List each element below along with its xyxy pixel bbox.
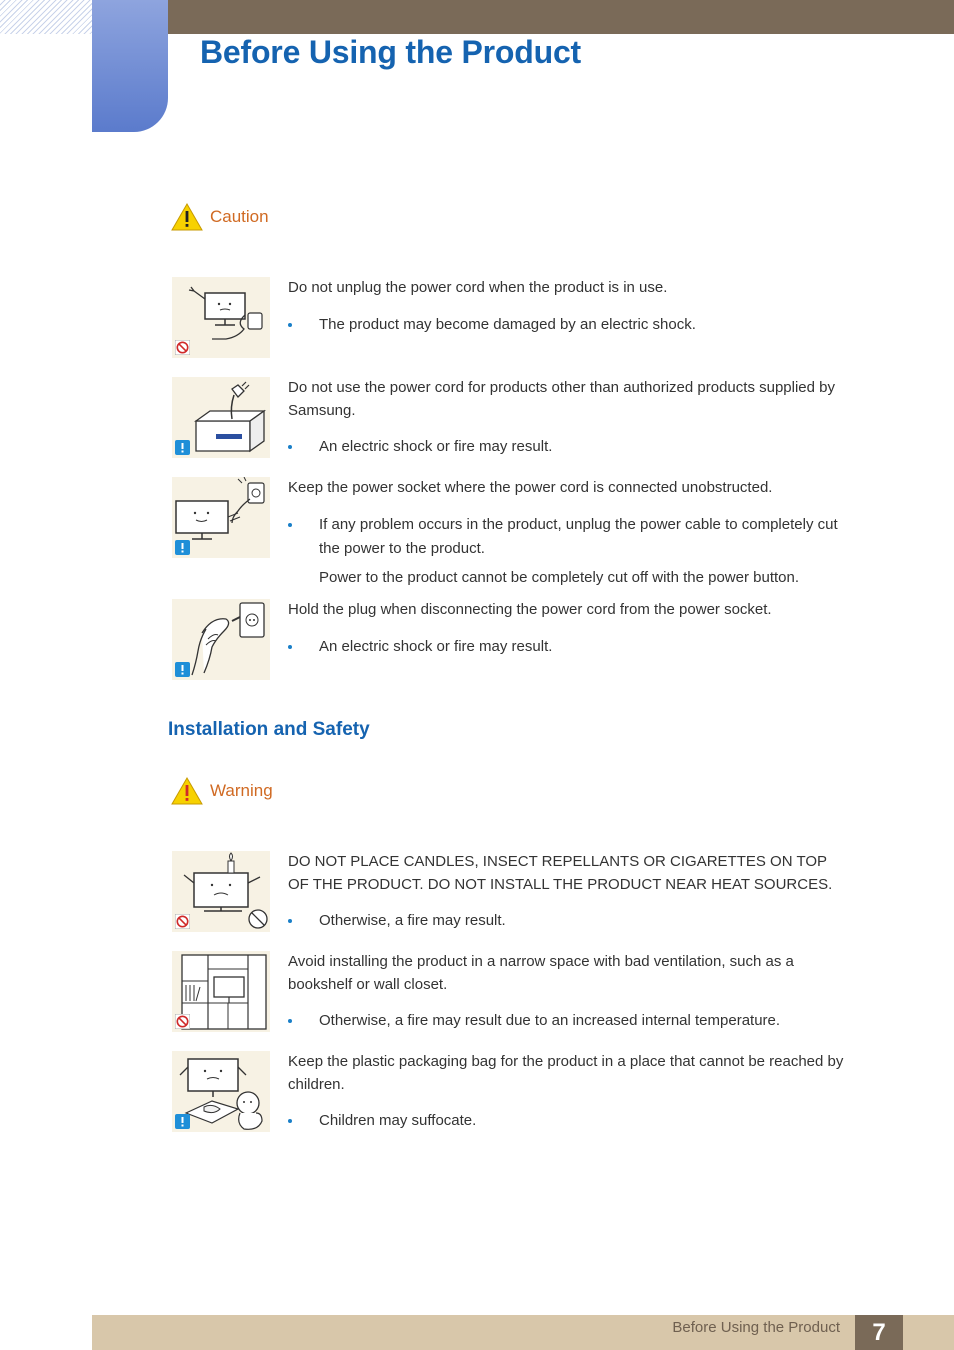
warning-label: Warning: [210, 781, 273, 800]
item-text: Do not unplug the power cord when the product is in use.: [288, 279, 668, 296]
candle-on-monitor-illustration: [172, 851, 270, 932]
caution-label: Caution: [210, 207, 269, 226]
warning-heading: [171, 777, 273, 805]
mandatory-icon: [175, 540, 190, 555]
monitor-socket-illustration: [172, 477, 270, 558]
packaging-bag-child-illustration: [172, 1051, 270, 1132]
item-text: Do not use the power cord for products other than authorized products supplied by Samsung.: [288, 379, 835, 419]
mandatory-icon: [175, 1114, 190, 1129]
prohibited-icon: [175, 340, 190, 355]
mandatory-icon: [175, 440, 190, 455]
item-text: Keep the power socket where the power cord is connected unobstructed.: [288, 479, 773, 496]
monitor-unplug-illustration: [172, 277, 270, 358]
item-bullet: An electric shock or fire may result.: [288, 435, 848, 459]
prohibited-icon: [175, 1014, 190, 1029]
bookshelf-monitor-illustration: [172, 951, 270, 1032]
warning-triangle-icon: [171, 777, 203, 805]
power-cord-box-illustration: [172, 377, 270, 458]
item-bullet: Children may suffocate.: [288, 1109, 848, 1133]
mandatory-icon: [175, 662, 190, 677]
item-text: DO NOT PLACE CANDLES, INSECT REPELLANTS OR CIGARETTES ON TOP OF THE PRODUCT. DO NOT INSTALL THE PRODUCT NEAR HEAT SOURCES.: [288, 853, 833, 893]
item-bullet: Otherwise, a fire may result due to an increased internal temperature.: [288, 1009, 848, 1033]
prohibited-icon: [175, 914, 190, 929]
section-title: Installation and Safety: [168, 719, 370, 740]
item-note: Power to the product cannot be completely cut off with the power button.: [319, 568, 800, 586]
caution-triangle-icon: [171, 203, 203, 231]
item-text: Avoid installing the product in a narrow space with bad ventilation, such as a bookshelf or wall closet.: [288, 953, 794, 993]
item-bullet: An electric shock or fire may result.: [288, 635, 848, 659]
hand-plug-illustration: [172, 599, 270, 680]
caution-heading: [171, 203, 269, 231]
chapter-tab: [92, 0, 168, 132]
footer-section-name: Before Using the Product: [672, 1319, 840, 1336]
item-text: Hold the plug when disconnecting the power cord from the power socket.: [288, 601, 772, 618]
item-bullet: If any problem occurs in the product, unplug the power cable to completely cut the power to the product.: [288, 513, 848, 561]
item-bullet: The product may become damaged by an electric shock.: [288, 313, 848, 337]
header-hatch-decoration: [0, 0, 92, 34]
page-title: Before Using the Product: [200, 34, 582, 70]
header-bar: [168, 0, 954, 34]
item-bullet: Otherwise, a fire may result.: [288, 909, 848, 933]
item-text: Keep the plastic packaging bag for the product in a place that cannot be reached by children.: [288, 1053, 844, 1093]
page-number: 7: [855, 1315, 903, 1350]
